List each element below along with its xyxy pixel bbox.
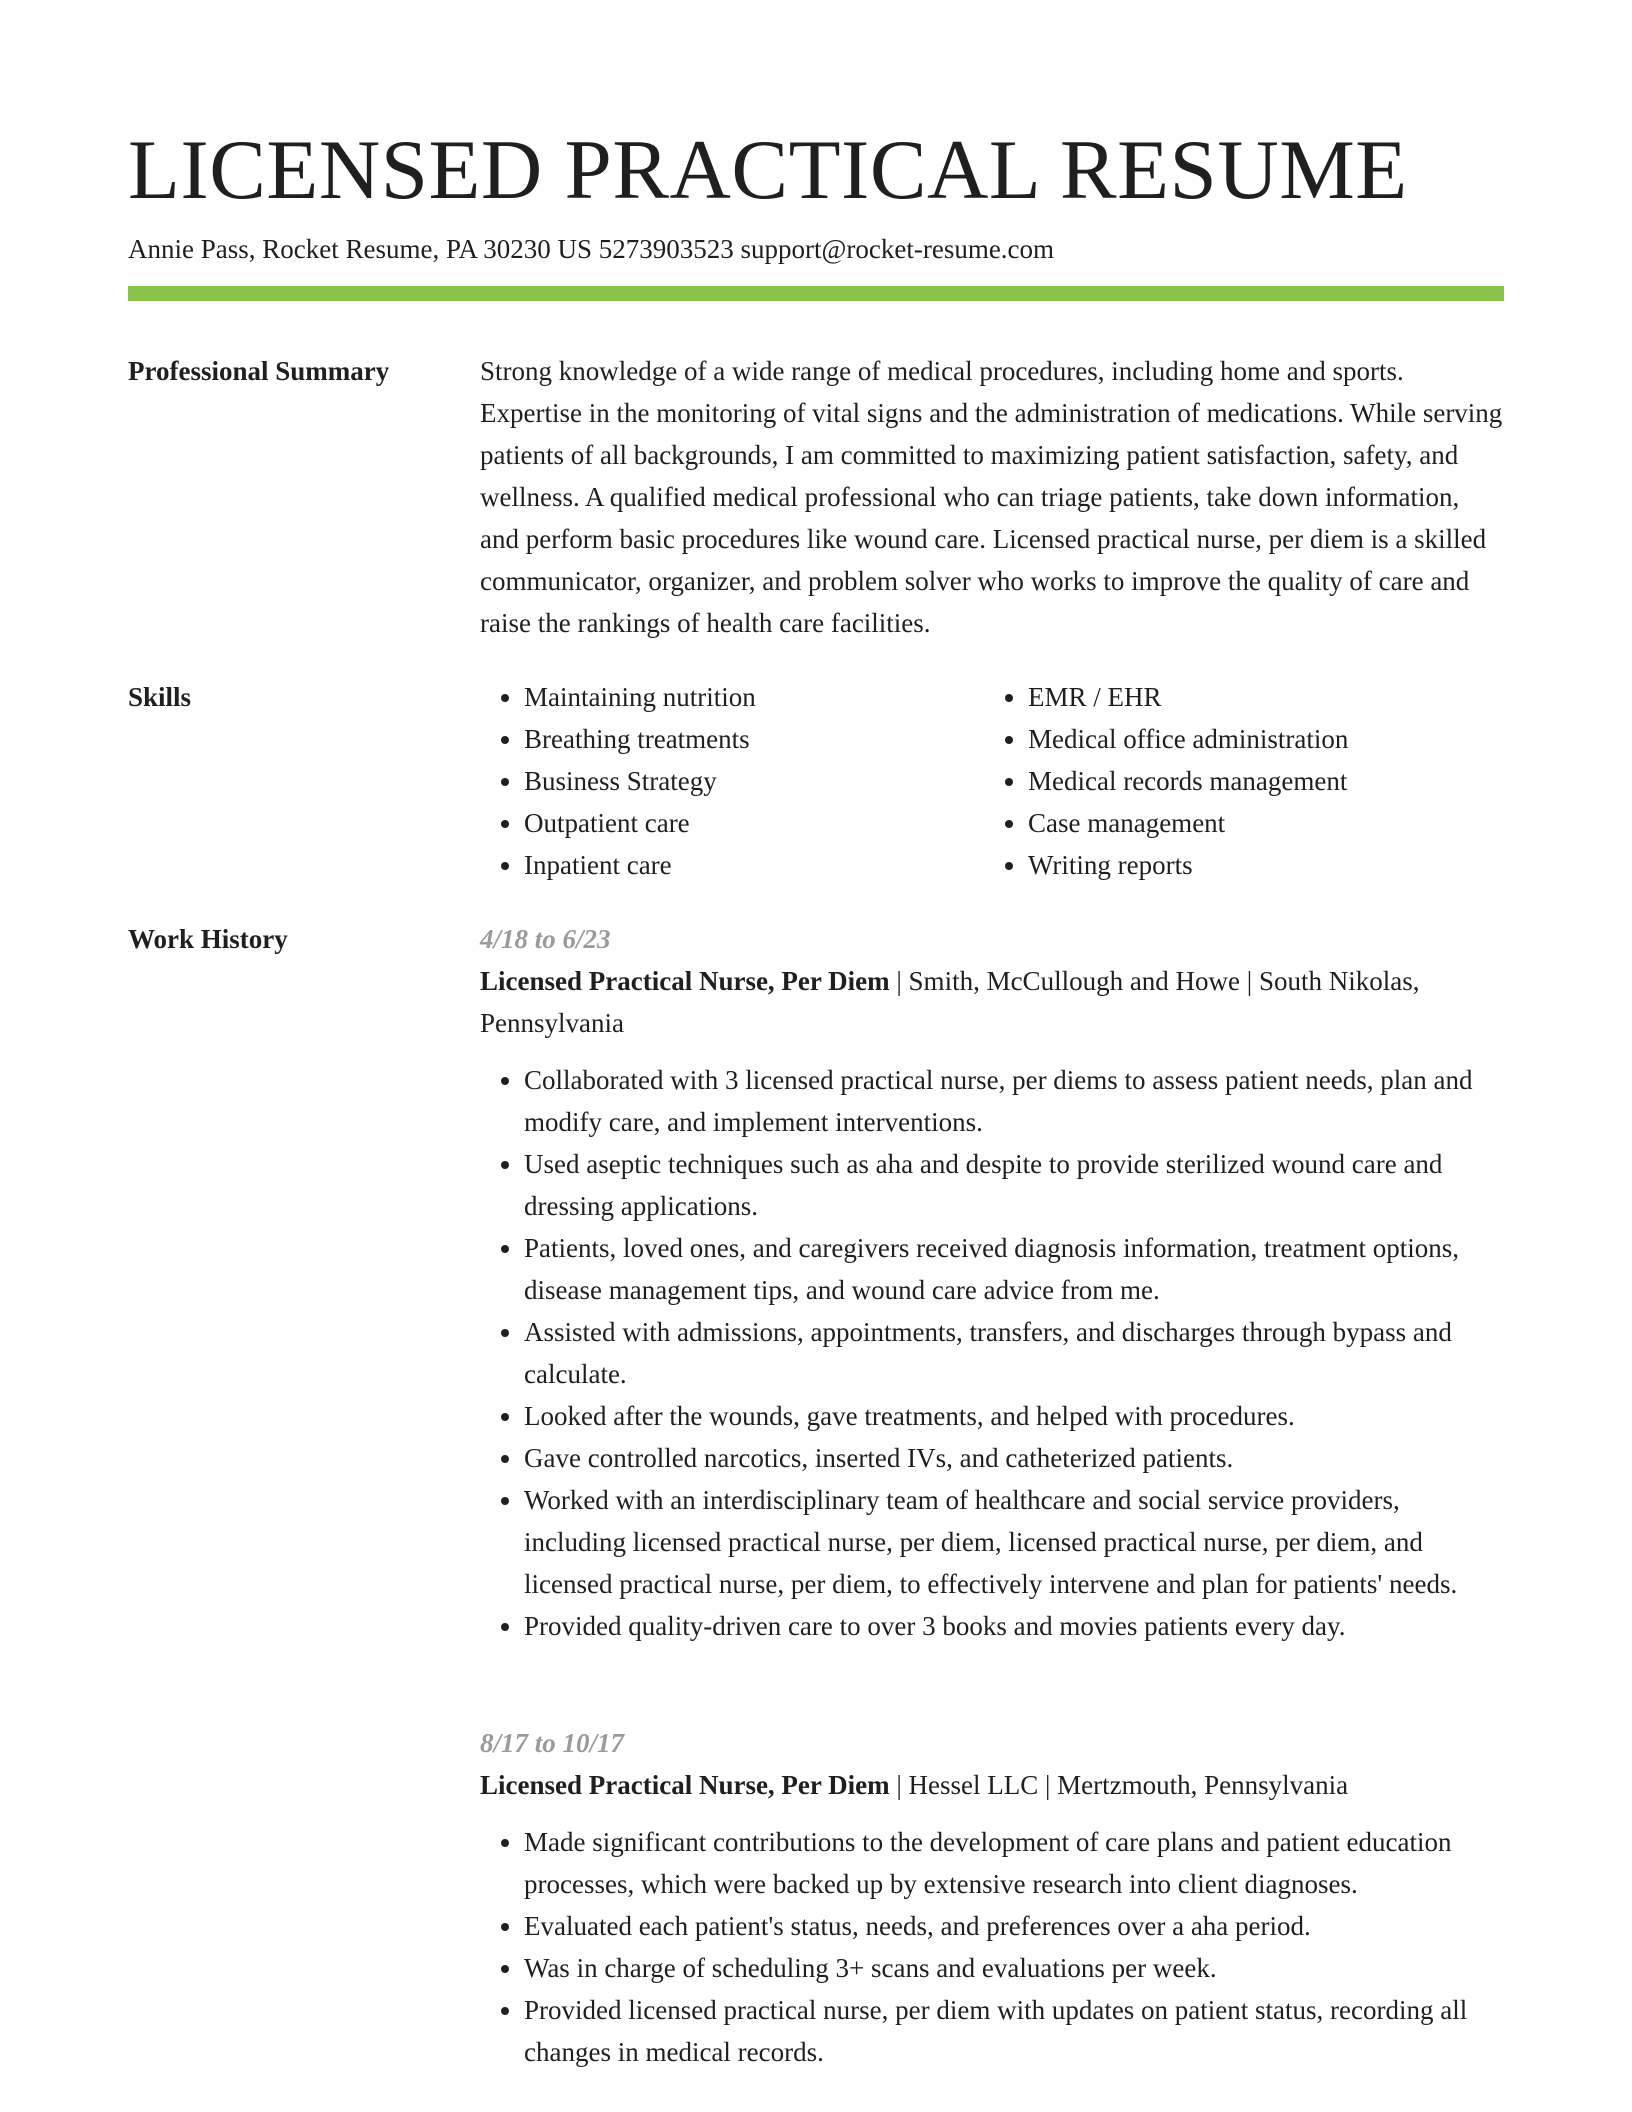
skill-item: • Outpatient care — [524, 802, 984, 844]
job-bullet: • Provided quality-driven care to over 3 books and movies patients every day. — [524, 1605, 1504, 1647]
job-bullet: • Made significant contributions to the development of care plans and patient education processes, which were backed up by extensive research into client diagnoses. — [524, 1821, 1504, 1905]
resume-title: LICENSED PRACTICAL RESUME — [128, 123, 1408, 217]
job-title: Licensed Practical Nurse, Per Diem — [480, 1770, 890, 1800]
job-bullet: • Evaluated each patient's status, needs, and preferences over a aha period. — [524, 1905, 1504, 1947]
job-title: Licensed Practical Nurse, Per Diem — [480, 966, 890, 996]
job-bullet: • Gave controlled narcotics, inserted IVs, and catheterized patients. — [524, 1437, 1504, 1479]
summary-label: Professional Summary — [128, 356, 390, 386]
skills-column-left — [480, 676, 984, 886]
skill-item: • Writing reports — [1028, 844, 1488, 886]
job-bullet: • Looked after the wounds, gave treatments, and helped with procedures. — [524, 1395, 1504, 1437]
job-bullets — [480, 1059, 1504, 1647]
job-heading — [480, 1764, 1504, 1806]
job-details: | Smith, McCullough and Howe | South Nikolas, Pennsylvania — [480, 966, 1420, 1038]
contact-info: Annie Pass, Rocket Resume, PA 30230 US 5273903523 support@rocket-resume.com — [128, 234, 1055, 264]
skill-item: • EMR / EHR — [1028, 676, 1488, 718]
job-dates: 4/18 to 6/23 — [480, 924, 611, 954]
job-dates: 8/17 to 10/17 — [480, 1728, 625, 1758]
skill-item: • Case management — [1028, 802, 1488, 844]
skills-column-right — [984, 676, 1488, 886]
skill-item: • Medical records management — [1028, 760, 1488, 802]
job-details: | Hessel LLC | Mertzmouth, Pennsylvania — [889, 1770, 1349, 1800]
skills-label: Skills — [128, 682, 192, 712]
skill-item: • Business Strategy — [524, 760, 984, 802]
job-bullet: • Used aseptic techniques such as aha and despite to provide sterilized wound care and dressing applications. — [524, 1143, 1504, 1227]
job-bullet: • Collaborated with 3 licensed practical nurse, per diems to assess patient needs, plan and modify care, and implement interventions. — [524, 1059, 1504, 1143]
job-bullet: • Worked with an interdisciplinary team of healthcare and social service providers, including licensed practical nurse, per diem, licensed practical nurse, per diem, and licensed practical nurse, per diem, to effectively intervene and plan for patients' needs. — [524, 1479, 1504, 1605]
skill-item: • Maintaining nutrition — [524, 676, 984, 718]
header-divider — [128, 286, 1504, 301]
job-entry — [480, 1722, 1504, 2073]
summary-text: Strong knowledge of a wide range of medical procedures, including home and sports. Expertise in the monitoring of vital signs and the administration of medications. While serving patients of all backgrounds, I am committed to maximizing patient satisfaction, safety, and wellness. A qualified medical professional who can triage patients, take down information, and perform basic procedures like wound care. Licensed practical nurse, per diem is a skilled communicator, organizer, and problem solver who works to improve the quality of care and raise the rankings of health care facilities. — [480, 356, 1503, 638]
job-bullets — [480, 1821, 1504, 2073]
skills-list — [480, 676, 1504, 886]
job-heading — [480, 960, 1504, 1044]
skill-item: • Medical office administration — [1028, 718, 1488, 760]
job-bullet: • Was in charge of scheduling 3+ scans and evaluations per week. — [524, 1947, 1504, 1989]
work-history-label: Work History — [128, 924, 288, 954]
skill-item: • Breathing treatments — [524, 718, 984, 760]
job-entry — [480, 918, 1504, 1647]
job-bullet: • Patients, loved ones, and caregivers received diagnosis information, treatment options, disease management tips, and wound care advice from me. — [524, 1227, 1504, 1311]
job-bullet: • Provided licensed practical nurse, per diem with updates on patient status, recording all changes in medical records. — [524, 1989, 1504, 2073]
job-bullet: • Assisted with admissions, appointments, transfers, and discharges through bypass and calculate. — [524, 1311, 1504, 1395]
skill-item: • Inpatient care — [524, 844, 984, 886]
